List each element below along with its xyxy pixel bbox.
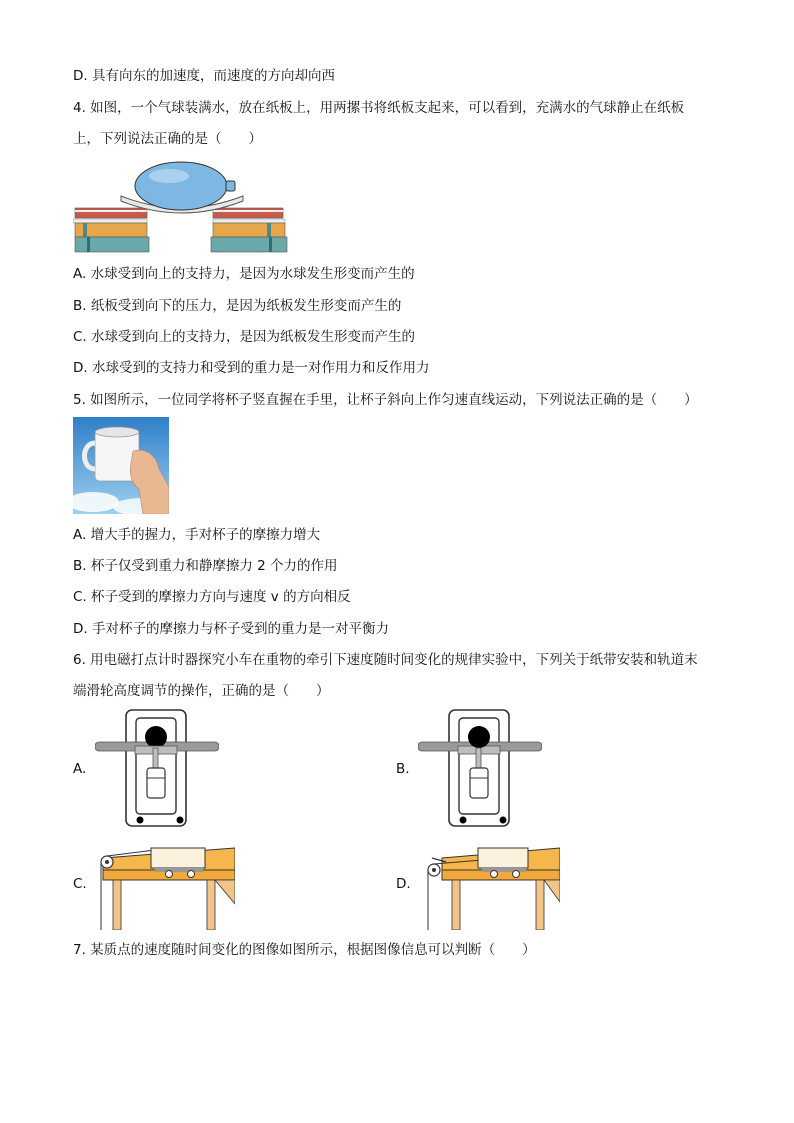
q6-label-a: A. (73, 761, 87, 777)
q4-option-a: A. 水球受到向上的支持力，是因为水球发生形变而产生的 (73, 266, 415, 282)
q6-label-c: C. (73, 876, 87, 892)
timer-figure-b (418, 708, 542, 830)
q5-option-a: A. 增大手的握力，手对杯子的摩擦力增大 (73, 527, 321, 543)
q4-option-c: C. 水球受到向上的支持力，是因为纸板发生形变而产生的 (73, 329, 416, 345)
q7-stem: 7. 某质点的速度随时间变化的图像如图所示，根据图像信息可以判断（ ） (73, 942, 536, 958)
q5-option-d: D. 手对杯子的摩擦力与杯子受到的重力是一对平衡力 (73, 621, 389, 637)
q5-option-c: C. 杯子受到的摩擦力方向与速度 v 的方向相反 (73, 589, 351, 605)
q6-stem-line2: 端滑轮高度调节的操作，正确的是（ ） (73, 683, 330, 699)
q6-label-b: B. (396, 761, 410, 777)
q5-stem: 5. 如图所示，一位同学将杯子竖直握在手里，让杯子斜向上作匀速直线运动，下列说法正确的是（ ） (73, 392, 698, 408)
track-figure-d (418, 844, 560, 930)
timer-figure-a (95, 708, 219, 830)
track-figure-c (95, 844, 235, 930)
q6-label-d: D. (396, 876, 411, 892)
q3-option-d: D. 具有向东的加速度，而速度的方向却向西 (73, 68, 335, 84)
water-balloon (135, 162, 227, 210)
q6-stem-line1: 6. 用电磁打点计时器探究小车在重物的牵引下速度随时间变化的规律实验中，下列关于纸带安装和轨道末 (73, 652, 698, 668)
q4-option-d: D. 水球受到的支持力和受到的重力是一对作用力和反作用力 (73, 360, 430, 376)
right-book-stack (211, 208, 287, 252)
q4-stem-line1: 4. 如图，一个气球装满水，放在纸板上，用两摞书将纸板支起来，可以看到，充满水的气球静止在纸板 (73, 100, 685, 116)
q5-option-b: B. 杯子仅受到重力和静摩擦力 2 个力的作用 (73, 558, 338, 574)
water-balloon-figure (73, 158, 289, 254)
cup-in-hand-photo (73, 417, 169, 514)
left-book-stack (73, 208, 149, 252)
q4-stem-line2: 上，下列说法正确的是（ ） (73, 131, 262, 147)
q4-option-b: B. 纸板受到向下的压力，是因为纸板发生形变而产生的 (73, 298, 402, 314)
